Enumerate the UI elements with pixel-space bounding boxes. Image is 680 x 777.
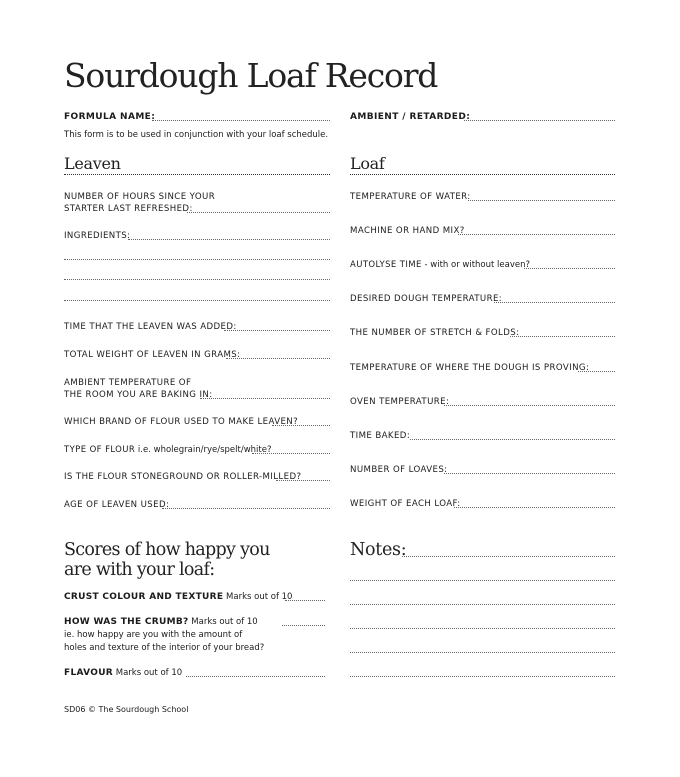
notes-line-6[interactable] bbox=[350, 676, 615, 677]
ingredients-line-4[interactable] bbox=[64, 300, 330, 301]
footer-text: SD06 © The Sourdough School bbox=[64, 705, 189, 714]
crust-score-field[interactable] bbox=[285, 600, 325, 601]
hours-since-refresh-field[interactable] bbox=[187, 212, 330, 213]
leaven-heading: Leaven bbox=[64, 154, 121, 173]
leaven-age-label: AGE OF LEAVEN USED: bbox=[64, 500, 170, 510]
weight-each-field[interactable] bbox=[454, 507, 615, 508]
autolyse-label: AUTOLYSE TIME - with or without leaven? bbox=[350, 260, 531, 270]
oven-temp-field[interactable] bbox=[444, 405, 615, 406]
page-title: Sourdough Loaf Record bbox=[64, 56, 438, 95]
notes-line-4[interactable] bbox=[350, 628, 615, 629]
proving-temp-label: TEMPERATURE OF WHERE THE DOUGH IS PROVING: bbox=[350, 363, 590, 373]
notes-line-2[interactable] bbox=[350, 580, 615, 581]
machine-hand-field[interactable] bbox=[458, 234, 615, 235]
ingredients-line-3[interactable] bbox=[64, 279, 330, 280]
oven-temp-label: OVEN TEMPERATURE: bbox=[350, 397, 450, 407]
notes-heading: Notes: bbox=[350, 540, 407, 560]
crumb-description-1: ie. how happy are you with the amount of bbox=[64, 630, 243, 640]
formula-name-label: FORMULA NAME: bbox=[64, 112, 156, 122]
intro-text: This form is to be used in conjunction with your loaf schedule. bbox=[64, 130, 329, 140]
hours-since-refresh-label-2: STARTER LAST REFRESHED: bbox=[64, 204, 193, 214]
ambient-retarded-label: AMBIENT / RETARDED: bbox=[350, 112, 471, 122]
ingredients-line-2[interactable] bbox=[64, 259, 330, 260]
flour-type-label: TYPE OF FLOUR i.e. wholegrain/rye/spelt/white? bbox=[64, 445, 272, 455]
crust-score-label: CRUST COLOUR AND TEXTURE Marks out of 10 bbox=[64, 592, 293, 602]
proving-temp-field[interactable] bbox=[578, 371, 615, 372]
ingredients-field[interactable] bbox=[128, 239, 330, 240]
time-added-field[interactable] bbox=[224, 330, 330, 331]
time-baked-label: TIME BAKED: bbox=[350, 431, 411, 441]
leaven-heading-rule bbox=[64, 174, 330, 175]
desired-temp-label: DESIRED DOUGH TEMPERATURE: bbox=[350, 294, 503, 304]
machine-hand-label: MACHINE OR HAND MIX? bbox=[350, 226, 465, 236]
stoneground-label: IS THE FLOUR STONEGROUND OR ROLLER-MILLED? bbox=[64, 472, 302, 482]
stretch-folds-label: THE NUMBER OF STRETCH & FOLDS: bbox=[350, 328, 520, 338]
loaf-heading: Loaf bbox=[350, 154, 385, 173]
total-weight-field[interactable] bbox=[226, 358, 330, 359]
crumb-description-2: holes and texture of the interior of your bread? bbox=[64, 643, 265, 653]
num-loaves-field[interactable] bbox=[444, 473, 615, 474]
notes-line-1[interactable] bbox=[402, 556, 615, 557]
flavour-score-label: FLAVOUR Marks out of 10 bbox=[64, 668, 183, 678]
weight-each-label: WEIGHT OF EACH LOAF: bbox=[350, 499, 461, 509]
flour-type-field[interactable] bbox=[252, 453, 330, 454]
water-temp-label: TEMPERATURE OF WATER: bbox=[350, 192, 471, 202]
flour-brand-label: WHICH BRAND OF FLOUR USED TO MAKE LEAVEN? bbox=[64, 417, 299, 427]
ambient-retarded-field[interactable] bbox=[464, 120, 615, 121]
crumb-score-label: HOW WAS THE CRUMB? Marks out of 10 bbox=[64, 617, 258, 627]
formula-name-field[interactable] bbox=[152, 120, 330, 121]
notes-line-3[interactable] bbox=[350, 604, 615, 605]
flour-brand-field[interactable] bbox=[272, 425, 330, 426]
hours-since-refresh-label-1: NUMBER OF HOURS SINCE YOUR bbox=[64, 192, 216, 202]
stretch-folds-field[interactable] bbox=[510, 336, 615, 337]
ambient-temp-label-1: AMBIENT TEMPERATURE OF bbox=[64, 378, 192, 388]
ambient-temp-label-2: THE ROOM YOU ARE BAKING IN: bbox=[64, 390, 213, 400]
ingredients-label: INGREDIENTS: bbox=[64, 231, 131, 241]
crumb-score-field[interactable] bbox=[282, 625, 325, 626]
num-loaves-label: NUMBER OF LOAVES: bbox=[350, 465, 448, 475]
notes-line-5[interactable] bbox=[350, 652, 615, 653]
ambient-temp-field[interactable] bbox=[200, 398, 330, 399]
autolyse-field[interactable] bbox=[524, 268, 615, 269]
time-baked-field[interactable] bbox=[410, 439, 615, 440]
flavour-score-field[interactable] bbox=[186, 676, 325, 677]
leaven-age-field[interactable] bbox=[162, 508, 330, 509]
loaf-heading-rule bbox=[350, 174, 615, 175]
time-added-label: TIME THAT THE LEAVEN WAS ADDED: bbox=[64, 322, 237, 332]
water-temp-field[interactable] bbox=[468, 200, 615, 201]
scores-heading: Scores of how happy you are with your loaf: bbox=[64, 540, 270, 580]
total-weight-label: TOTAL WEIGHT OF LEAVEN IN GRAMS: bbox=[64, 350, 241, 360]
desired-temp-field[interactable] bbox=[494, 302, 615, 303]
stoneground-field[interactable] bbox=[276, 480, 330, 481]
